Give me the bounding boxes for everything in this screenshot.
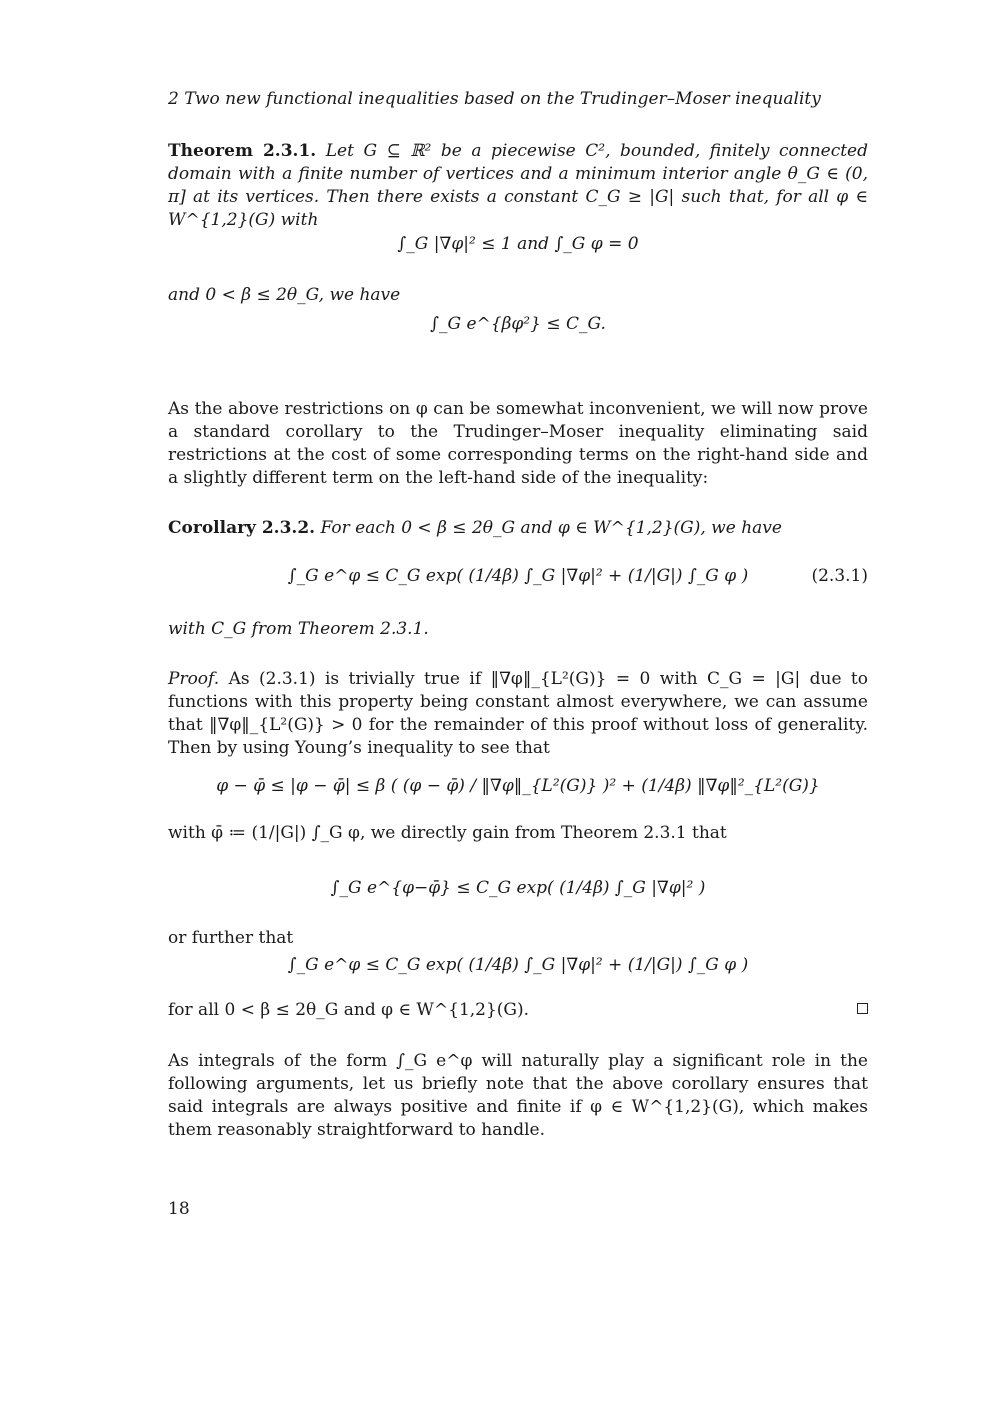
qed-symbol — [857, 1003, 868, 1014]
corollary-label: Corollary 2.3.2. — [168, 518, 316, 538]
paper-page — [168, 0, 868, 1414]
proof-closing-text: for all 0 < β ≤ 2θ_G and φ ∈ W^{1,2}(G). — [168, 999, 868, 1022]
corollary-text: For each 0 < β ≤ 2θ_G and φ ∈ W^{1,2}(G), we have — [320, 518, 782, 538]
proof-young-formula: φ − φ̄ ≤ |φ − φ̄| ≤ β ( (φ − φ̄) / ‖∇φ‖_{L²(G)} )² + (1/4β) ‖∇φ‖²_{L²(G)} — [216, 776, 820, 796]
proof-label: Proof. — [168, 669, 220, 689]
page-number: 18 — [168, 1199, 190, 1219]
corollary-block — [168, 517, 868, 540]
theorem-result-formula: ∫_G e^{βφ²} ≤ C_G. — [430, 314, 606, 334]
equation-number: (2.3.1) — [811, 566, 868, 586]
running-head: 2 Two new functional inequalities based on the Trudinger–Moser inequality — [168, 89, 821, 109]
proof-further-text: or further that — [168, 928, 294, 948]
proof-with-text: with φ̄ ≔ (1/|G|) ∫_G φ, we directly gain from Theorem 2.3.1 that — [168, 823, 727, 843]
theorem-label: Theorem 2.3.1. — [168, 141, 317, 161]
theorem-and-text: and 0 < β ≤ 2θ_G, we have — [168, 285, 401, 305]
corollary-formula: ∫_G e^φ ≤ C_G exp( (1/4β) ∫_G |∇φ|² + (1/|G|) ∫_G φ ) (2.3.1) — [287, 566, 868, 586]
theorem-block — [168, 140, 868, 232]
theorem-condition-formula: ∫_G |∇φ|² ≤ 1 and ∫_G φ = 0 — [397, 234, 639, 254]
proof-text: As (2.3.1) is trivially true if ‖∇φ‖_{L²(G)} = 0 with C_G = |G| due to functions with this property being constant almost everywhere, we can assume that ‖∇φ‖_{L²(G)} > 0 for the remainder of this proof without loss of generality. Then by using Young’s inequality to see that — [168, 669, 869, 758]
proof-gain-formula: ∫_G e^{φ−φ̄} ≤ C_G exp( (1/4β) ∫_G |∇φ|² ) — [330, 878, 706, 898]
proof-final-formula: ∫_G e^φ ≤ C_G exp( (1/4β) ∫_G |∇φ|² + (1/|G|) ∫_G φ ) — [287, 955, 749, 975]
closing-paragraph: As integrals of the form ∫_G e^φ will naturally play a significant role in the following arguments, let us briefly note that the above corollary ensures that said integrals are always positive and finite if φ ∈ W^{1,2}(G), which makes them reasonably straightforward to handle. — [168, 1051, 868, 1140]
corollary-after-text: with C_G from Theorem 2.3.1. — [168, 619, 429, 639]
theorem-text: Let G ⊆ ℝ² be a piecewise C², bounded, finitely connected domain with a finite number of vertices and a minimum interior angle θ_G ∈ (0, π] at its vertices. Then there exists a constant C_G ≥ |G| such that, for all φ ∈ W^{1,2}(G) with — [168, 141, 869, 230]
proof-block — [168, 668, 868, 760]
intro-paragraph: As the above restrictions on φ can be somewhat inconvenient, we will now prove a standard corollary to the Trudinger–Moser inequality eliminating said restrictions at the cost of some corresponding terms on the right-hand side and a slightly different term on the left-hand side of the inequality: — [168, 399, 868, 488]
